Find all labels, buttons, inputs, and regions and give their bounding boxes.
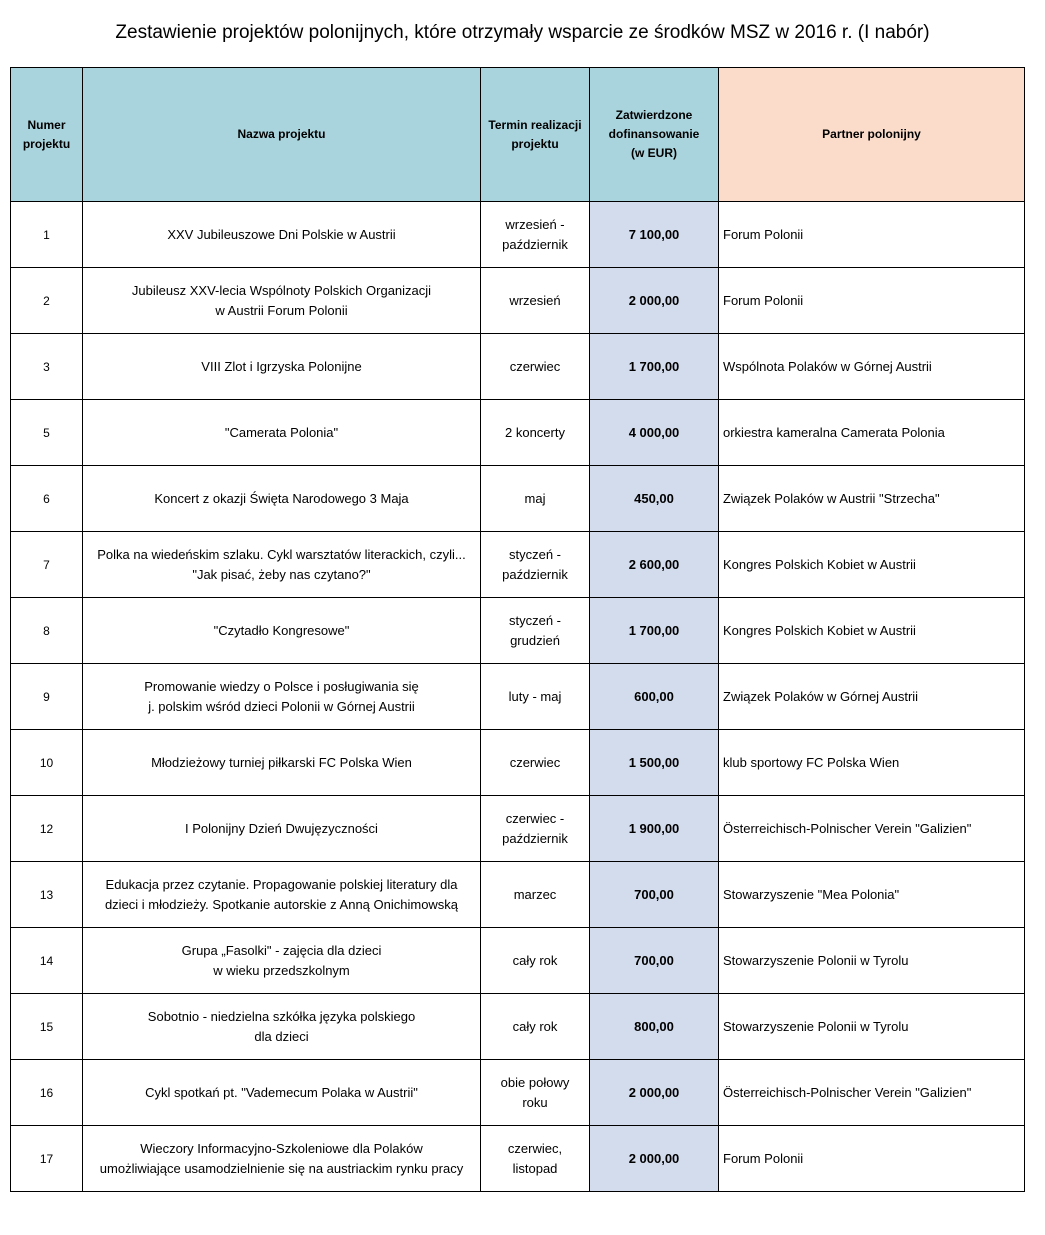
project-number-cell: 13 [11, 862, 83, 928]
project-number-cell: 10 [11, 730, 83, 796]
project-name-cell: Polka na wiedeńskim szlaku. Cykl warsztatów literackich, czyli... "Jak pisać, żeby nas czytano?" [83, 532, 481, 598]
project-term-cell: czerwiec - październik [481, 796, 590, 862]
project-name-cell: Grupa „Fasolki" - zajęcia dla dzieci w wieku przedszkolnym [83, 928, 481, 994]
table-row [11, 400, 1025, 466]
table-row [11, 862, 1025, 928]
project-term-cell: styczeń - grudzień [481, 598, 590, 664]
project-partner-cell: Stowarzyszenie "Mea Polonia" [719, 862, 1025, 928]
header-name: Nazwa projektu [83, 68, 481, 202]
project-term-cell: wrzesień [481, 268, 590, 334]
project-term-cell: czerwiec [481, 730, 590, 796]
project-number-cell: 6 [11, 466, 83, 532]
project-term-cell: luty - maj [481, 664, 590, 730]
header-amount: Zatwierdzone dofinansowanie (w EUR) [590, 68, 719, 202]
header-partner: Partner polonijny [719, 68, 1025, 202]
project-partner-cell: Österreichisch-Polnischer Verein "Galizien" [719, 1060, 1025, 1126]
header-term: Termin realizacji projektu [481, 68, 590, 202]
project-partner-cell: Związek Polaków w Austrii "Strzecha" [719, 466, 1025, 532]
project-partner-cell: Kongres Polskich Kobiet w Austrii [719, 532, 1025, 598]
project-name-cell: Cykl spotkań pt. "Vademecum Polaka w Austrii" [83, 1060, 481, 1126]
project-term-cell: maj [481, 466, 590, 532]
project-amount-cell: 2 000,00 [590, 1060, 719, 1126]
project-amount-cell: 1 500,00 [590, 730, 719, 796]
project-amount-cell: 4 000,00 [590, 400, 719, 466]
project-name-cell: VIII Zlot i Igrzyska Polonijne [83, 334, 481, 400]
project-term-cell: czerwiec, listopad [481, 1126, 590, 1192]
project-partner-cell: Forum Polonii [719, 202, 1025, 268]
table-row [11, 334, 1025, 400]
project-term-cell: marzec [481, 862, 590, 928]
project-term-cell: cały rok [481, 994, 590, 1060]
project-amount-cell: 450,00 [590, 466, 719, 532]
table-row [11, 532, 1025, 598]
project-name-cell: Koncert z okazji Święta Narodowego 3 Maja [83, 466, 481, 532]
project-number-cell: 9 [11, 664, 83, 730]
project-partner-cell: Związek Polaków w Górnej Austrii [719, 664, 1025, 730]
project-amount-cell: 700,00 [590, 928, 719, 994]
project-partner-cell: Österreichisch-Polnischer Verein "Galizien" [719, 796, 1025, 862]
project-term-cell: 2 koncerty [481, 400, 590, 466]
project-amount-cell: 2 000,00 [590, 1126, 719, 1192]
project-amount-cell: 700,00 [590, 862, 719, 928]
project-amount-cell: 1 900,00 [590, 796, 719, 862]
project-amount-cell: 2 600,00 [590, 532, 719, 598]
table-row [11, 796, 1025, 862]
table-row [11, 202, 1025, 268]
table-body [11, 202, 1025, 1192]
table-row [11, 730, 1025, 796]
project-partner-cell: Forum Polonii [719, 268, 1025, 334]
project-number-cell: 7 [11, 532, 83, 598]
project-name-cell: I Polonijny Dzień Dwujęzyczności [83, 796, 481, 862]
document-title: Zestawienie projektów polonijnych, które otrzymały wsparcie ze środków MSZ w 2016 r. (I nabór) [115, 22, 930, 43]
table-row [11, 268, 1025, 334]
project-number-cell: 12 [11, 796, 83, 862]
project-amount-cell: 600,00 [590, 664, 719, 730]
project-name-cell: XXV Jubileuszowe Dni Polskie w Austrii [83, 202, 481, 268]
project-partner-cell: Stowarzyszenie Polonii w Tyrolu [719, 994, 1025, 1060]
project-number-cell: 15 [11, 994, 83, 1060]
project-term-cell: obie połowy roku [481, 1060, 590, 1126]
project-number-cell: 2 [11, 268, 83, 334]
project-name-cell: Młodzieżowy turniej piłkarski FC Polska Wien [83, 730, 481, 796]
project-amount-cell: 1 700,00 [590, 598, 719, 664]
project-partner-cell: klub sportowy FC Polska Wien [719, 730, 1025, 796]
project-partner-cell: Wspólnota Polaków w Górnej Austrii [719, 334, 1025, 400]
header-number: Numer projektu [11, 68, 83, 202]
table-row [11, 466, 1025, 532]
project-amount-cell: 7 100,00 [590, 202, 719, 268]
project-amount-cell: 800,00 [590, 994, 719, 1060]
table-row [11, 928, 1025, 994]
project-name-cell: "Camerata Polonia" [83, 400, 481, 466]
table-row [11, 598, 1025, 664]
project-name-cell: "Czytadło Kongresowe" [83, 598, 481, 664]
table-row [11, 1060, 1025, 1126]
project-term-cell: czerwiec [481, 334, 590, 400]
project-partner-cell: Stowarzyszenie Polonii w Tyrolu [719, 928, 1025, 994]
project-term-cell: wrzesień - październik [481, 202, 590, 268]
project-term-cell: styczeń - październik [481, 532, 590, 598]
project-name-cell: Edukacja przez czytanie. Propagowanie polskiej literatury dla dzieci i młodzieży. Spotkanie autorskie z Anną Onichimowską [83, 862, 481, 928]
project-partner-cell: orkiestra kameralna Camerata Polonia [719, 400, 1025, 466]
project-number-cell: 14 [11, 928, 83, 994]
project-name-cell: Promowanie wiedzy o Polsce i posługiwania się j. polskim wśród dzieci Polonii w Górnej Austrii [83, 664, 481, 730]
project-number-cell: 5 [11, 400, 83, 466]
project-number-cell: 17 [11, 1126, 83, 1192]
project-number-cell: 3 [11, 334, 83, 400]
table-row [11, 994, 1025, 1060]
project-name-cell: Sobotnio - niedzielna szkółka języka polskiego dla dzieci [83, 994, 481, 1060]
project-amount-cell: 2 000,00 [590, 268, 719, 334]
project-name-cell: Wieczory Informacyjno-Szkoleniowe dla Polaków umożliwiające usamodzielnienie się na austriackim rynku pracy [83, 1126, 481, 1192]
table-row [11, 1126, 1025, 1192]
project-number-cell: 16 [11, 1060, 83, 1126]
project-name-cell: Jubileusz XXV-lecia Wspólnoty Polskich Organizacji w Austrii Forum Polonii [83, 268, 481, 334]
project-partner-cell: Forum Polonii [719, 1126, 1025, 1192]
projects-table [10, 67, 1025, 1192]
table-row [11, 664, 1025, 730]
project-number-cell: 8 [11, 598, 83, 664]
project-term-cell: cały rok [481, 928, 590, 994]
project-amount-cell: 1 700,00 [590, 334, 719, 400]
table-header-row [11, 68, 1025, 202]
project-number-cell: 1 [11, 202, 83, 268]
project-partner-cell: Kongres Polskich Kobiet w Austrii [719, 598, 1025, 664]
